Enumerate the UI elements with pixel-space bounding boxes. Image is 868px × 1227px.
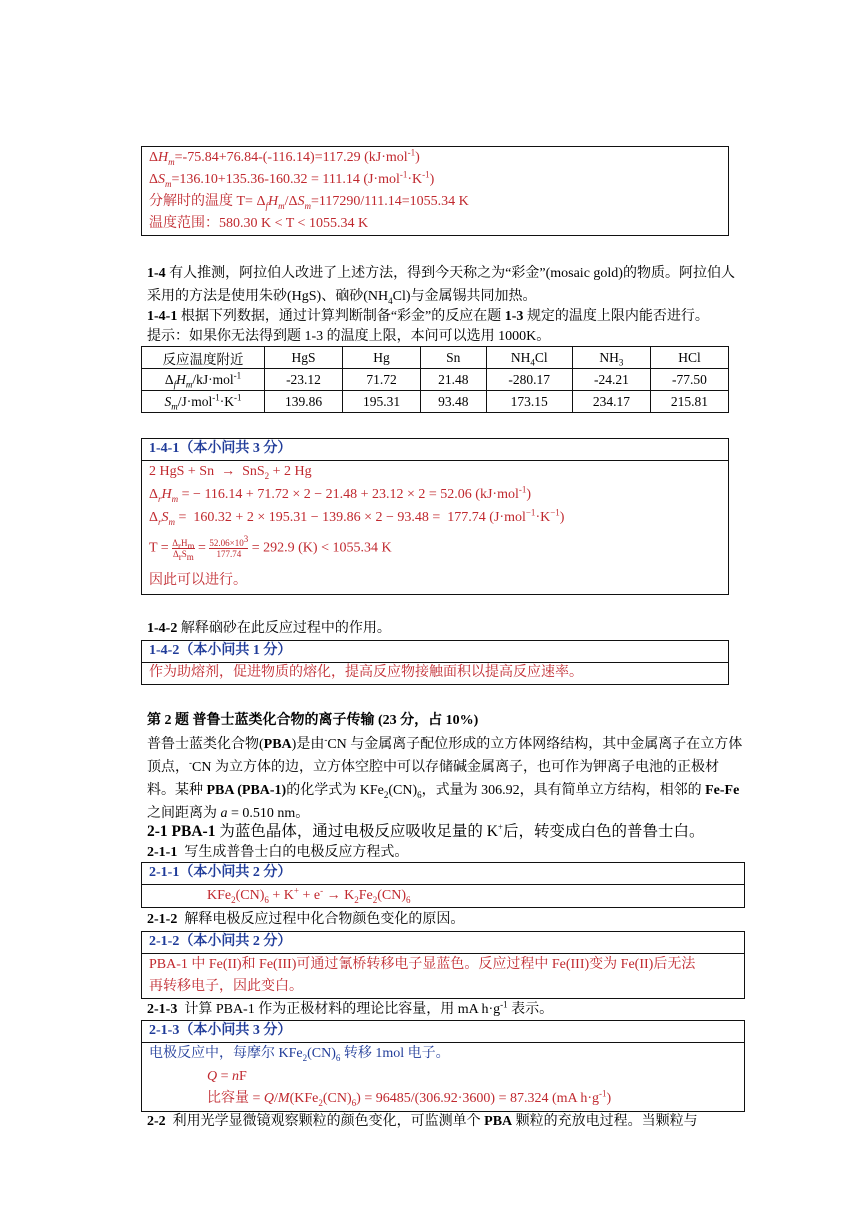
table-cell: 139.86 (265, 391, 343, 413)
answer-2-1-3-line-3: 比容量 = $Q/M(KFe_2(CN)_6) = 96485/(306.92\cdot 3600) = 87.324$ (mA $h\cdot g^{-1}$) (207, 1088, 612, 1108)
answer-2-1-3-line-1: 电极反应中，每摩尔 $KFe_2(CN)_6$ 转移 1mol 电子。 (149, 1046, 450, 1063)
answer-1-4-1-line-3: $\Delta_rS_m = 160.32 + 2 \times 195.31 - 139.86 \times 2 - 93.48 = 177.74$ $(J\cdot mol^{-1}\cdot K^{-1})$ (149, 507, 565, 527)
question-2-1: 2-1 PBA-1 为蓝色晶体，通过电极反应吸收足量的 K+后，转变成白色的普鲁士白。 (147, 821, 705, 840)
thermo-data-table (141, 346, 729, 413)
answer-2-1-3-title: 2-1-3（本小问共 3 分） (149, 1023, 292, 1038)
question-1-4-1: 1-4-1 根据下列数据，通过计算判断制备“彩金”的反应在题 1-3 规定的温度上限内能否进行。 (147, 309, 709, 324)
table-cell: -23.12 (265, 369, 343, 391)
table-cell: -77.50 (650, 369, 728, 391)
question-1-4-2: 1-4-2 解释硇砂在此反应过程中的作用。 (147, 621, 391, 636)
table-header-cell: Sn (421, 347, 487, 369)
table-header-row (142, 347, 729, 369)
box1-line-2: $\Delta S_m=136.10+135.36-160.32 = 111.14$ $(J\cdot mol^{-1}\cdot K^{-1})$ (149, 169, 435, 189)
table-cell: 234.17 (572, 391, 650, 413)
answer-2-1-3-line-2: Q = nF (207, 1069, 247, 1084)
answer-2-1-1-text: $KFe_2(CN)_6 + K^+ + e^- \to K_2Fe_2(CN)_6$ (207, 885, 411, 905)
answer-2-1-1-title: 2-1-1（本小问共 2 分） (149, 865, 292, 880)
table-cell: 173.15 (486, 391, 572, 413)
box1-line-3: 分解时的温度 $T= \Delta_fH_m/\Delta S_m=117290/111.14=1055.34$ K (149, 194, 469, 211)
box1-line-1: $\Delta H_m=-75.84+76.84-(-116.14)=117.29$ (kJ·mol$^{-1}$) (149, 147, 420, 167)
table-row (142, 369, 729, 391)
table-cell: 195.31 (343, 391, 421, 413)
table-header-cell: $NH_3$ (572, 347, 650, 369)
answer-1-4-1-line-4: T = $\Delta_rH_m$ $\Delta_rS_m$ = $\frac{52.06\times 10^3}{177.74}$ = 292.9 (K) < 1055.34 K (149, 534, 392, 562)
table-header-cell: Hg (343, 347, 421, 369)
table-cell: -24.21 (572, 369, 650, 391)
answer-2-1-2-title: 2-1-2（本小问共 2 分） (149, 934, 292, 949)
answer-1-4-1-title: 1-4-1（本小问共 3 分） (149, 441, 292, 456)
question-2-2: 2-2 利用光学显微镜观察颗粒的颜色变化，可监测单个 PBA 颗粒的充放电过程。当颗粒与 (147, 1114, 698, 1129)
answer-2-1-2-line-2: 再转移电子，因此变白。 (149, 979, 303, 994)
answer-1-4-1-line-2: $\Delta_rH_m$ = − 116.14 + 71.72 × 2 − 21.48 + 23.12 × 2 = 52.06 (kJ·mol$^{-1}$) (149, 484, 532, 504)
table-header-cell: HgS (265, 347, 343, 369)
question-2-1-2: 2-1-2 解释电极反应过程中化合物颜色变化的原因。 (147, 912, 465, 927)
table-cell: 71.72 (343, 369, 421, 391)
question-2-1-3: 2-1-3 计算 PBA-1 作为正极材料的理论比容量，用 mA $h\cdot g^{-1}$ 表示。 (147, 999, 554, 1017)
table-cell: 215.81 (650, 391, 728, 413)
question-2-1-1: 2-1-1 写生成普鲁士白的电极反应方程式。 (147, 845, 409, 860)
table-header-cell: $NH_4Cl$ (486, 347, 572, 369)
table-row (142, 391, 729, 413)
hint-text: 提示：如果你无法得到题 1-3 的温度上限，本问可以选用 1000K。 (147, 329, 551, 344)
answer-1-4-2-text: 作为助熔剂，促进物质的熔化，提高反应物接触面积以提高反应速率。 (149, 665, 583, 680)
table-header-cell: 反应温度附近 (142, 347, 265, 369)
table-row-label: $\Delta_fH_m/kJ\cdot mol^{-1}$ (142, 369, 265, 391)
answer-1-4-1-line-1: 2 HgS + Sn → SnS$_2$ + 2 Hg (149, 464, 312, 481)
answer-1-4-1-line-5: 因此可以进行。 (149, 573, 247, 588)
table-cell: -280.17 (486, 369, 572, 391)
answer-1-4-2-title: 1-4-2（本小问共 1 分） (149, 643, 292, 658)
box1-line-4: 温度范围：580.30 K < T < 1055.34 K (149, 216, 369, 231)
answer-2-1-2-line-1: PBA-1 中 Fe(II)和 Fe(III)可通过氰桥转移电子显蓝色。反应过程中 Fe(III)变为 Fe(II)后无法 (149, 957, 696, 972)
table-row-label: $S_m/J\cdot mol^{-1}\cdot K^{-1}$ (142, 391, 265, 413)
question-2-heading: 第 2 题 普鲁士蓝类化合物的离子传输 (23 分，占 10%) (147, 713, 479, 728)
table-header-cell: HCl (650, 347, 728, 369)
table-cell: 93.48 (421, 391, 487, 413)
question-1-4: 1-4 有人推测，阿拉伯人改进了上述方法，得到今天称之为“彩金”(mosaic gold)的物质。阿拉伯人采用的方法是使用朱砂(HgS)、硇砂$(NH_4Cl)$与金属锡共同加热。 (147, 266, 735, 306)
question-2-intro: 普鲁士蓝类化合物(PBA)是由-CN 与金属离子配位形成的立方体网络结构，其中金属离子在立方体顶点，-CN 为立方体的边，立方体空腔中可以存储碱金属离子，也可作为钾离子电池的正极材料。某种 PBA (PBA-1)的化学式为 $KFe_2(CN)_6$，式量为 306.92，具有简单立方结构，相邻的 Fe-Fe 之间距离为 a = 0.510 nm。 (147, 734, 743, 821)
table-cell: 21.48 (421, 369, 487, 391)
